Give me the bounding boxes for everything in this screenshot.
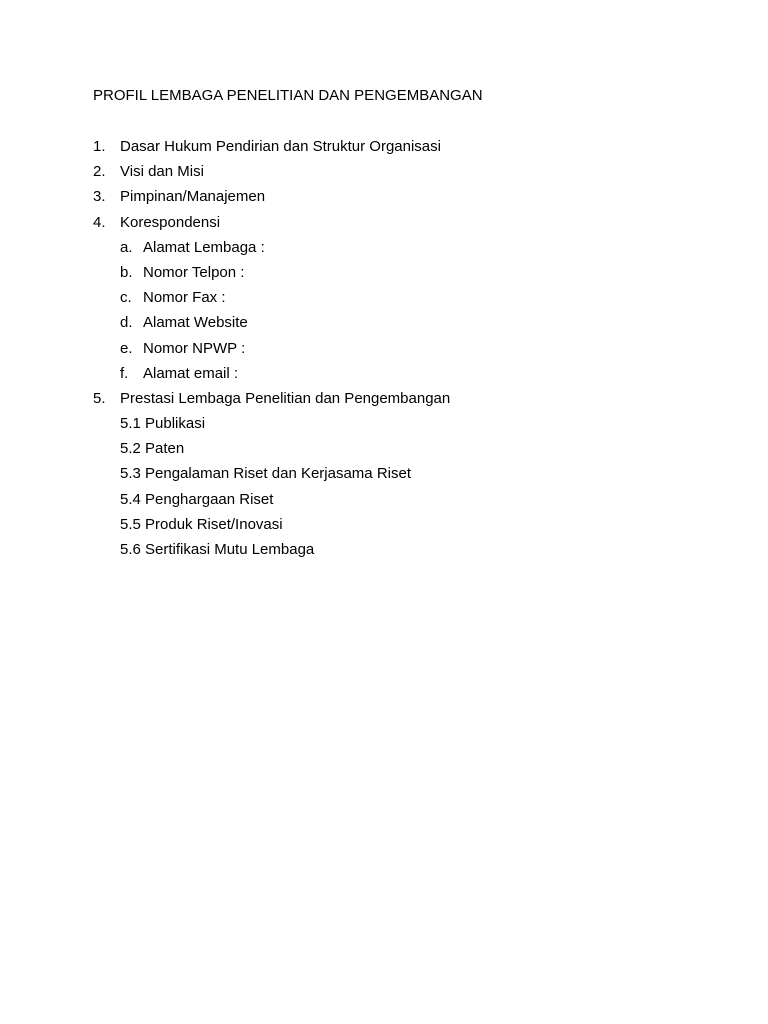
sub-item-letter: c.	[120, 289, 132, 307]
subsection-item	[0, 415, 768, 440]
list-item	[0, 390, 768, 415]
sub-list-item	[0, 314, 768, 339]
sub-item-letter: a.	[120, 238, 133, 256]
subsection-text: 5.5 Produk Riset/Inovasi	[120, 515, 283, 533]
sub-item-text: Nomor Telpon :	[143, 263, 245, 281]
sub-list-item	[0, 365, 768, 390]
item-text: Dasar Hukum Pendirian dan Struktur Organisasi	[120, 138, 441, 155]
sub-item-letter: e.	[120, 339, 133, 357]
sub-list-item	[0, 340, 768, 365]
sub-item-text: Nomor Fax :	[143, 289, 226, 307]
sub-item-text: Alamat Website	[143, 314, 248, 332]
sub-item-text: Nomor NPWP :	[143, 339, 246, 357]
subsection-text: 5.4 Penghargaan Riset	[120, 490, 274, 508]
sub-item-letter: b.	[120, 263, 133, 281]
list-item	[0, 163, 768, 188]
list-item	[0, 138, 768, 163]
sub-list-item	[0, 289, 768, 314]
subsection-text: 5.3 Pengalaman Riset dan Kerjasama Riset	[120, 465, 411, 483]
sub-item-letter: d.	[120, 314, 133, 332]
item-number: 1.	[93, 138, 106, 155]
subsection-item	[0, 491, 768, 516]
sub-item-text: Alamat email :	[143, 364, 239, 382]
item-text: Prestasi Lembaga Penelitian dan Pengembangan	[120, 389, 451, 407]
list-item	[0, 214, 768, 239]
outline-list	[0, 138, 768, 566]
sub-item-letter: f.	[120, 364, 129, 382]
sub-list-item	[0, 239, 768, 264]
subsection-item	[0, 541, 768, 566]
item-number: 2.	[93, 163, 106, 181]
item-text: Korespondensi	[120, 213, 221, 231]
item-text: Visi dan Misi	[120, 163, 204, 181]
item-number: 4.	[93, 213, 106, 231]
item-text: Pimpinan/Manajemen	[120, 188, 266, 206]
subsection-text: 5.1 Publikasi	[120, 415, 206, 433]
item-number: 5.	[93, 389, 106, 407]
document-title: PROFIL LEMBAGA PENELITIAN DAN PENGEMBANGAN	[93, 87, 483, 104]
subsection-item	[0, 465, 768, 490]
subsection-item	[0, 516, 768, 541]
item-number: 3.	[93, 188, 106, 206]
list-item	[0, 188, 768, 213]
subsection-text: 5.2 Paten	[120, 440, 185, 458]
subsection-text: 5.6 Sertifikasi Mutu Lembaga	[120, 541, 315, 558]
sub-list-item	[0, 264, 768, 289]
sub-item-text: Alamat Lembaga :	[143, 238, 265, 256]
subsection-item	[0, 440, 768, 465]
